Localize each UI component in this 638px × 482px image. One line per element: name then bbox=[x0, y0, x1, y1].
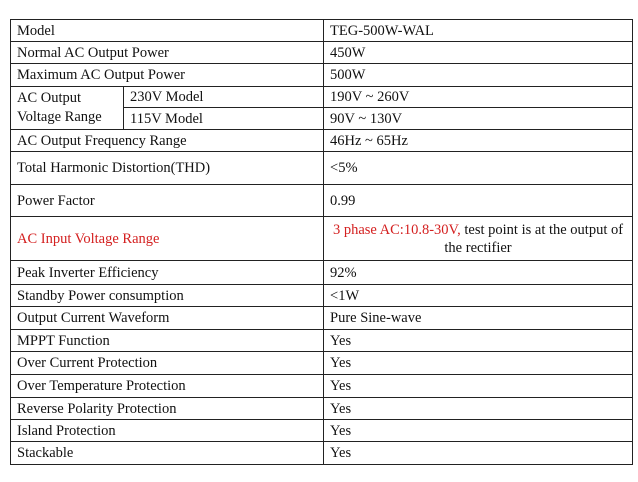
row-value: Yes bbox=[324, 375, 633, 398]
table-row bbox=[11, 307, 633, 330]
row-value: 90V ~ 130V bbox=[324, 108, 633, 130]
row-label: 115V Model bbox=[124, 108, 324, 130]
row-label: Peak Inverter Efficiency bbox=[11, 261, 324, 285]
row-label: MPPT Function bbox=[11, 330, 324, 352]
row-label: Maximum AC Output Power bbox=[11, 64, 324, 87]
table-row bbox=[11, 375, 633, 398]
row-value: 92% bbox=[324, 261, 633, 285]
table-row bbox=[11, 42, 633, 64]
row-label: Stackable bbox=[11, 442, 324, 465]
row-label: Output Current Waveform bbox=[11, 307, 324, 330]
row-label: AC Output Frequency Range bbox=[11, 130, 324, 152]
table-row bbox=[11, 20, 633, 42]
table-row bbox=[11, 217, 633, 261]
row-value bbox=[324, 217, 633, 261]
table-row bbox=[11, 330, 633, 352]
row-value: Yes bbox=[324, 420, 633, 442]
row-value: Pure Sine-wave bbox=[324, 307, 633, 330]
row-value: 46Hz ~ 65Hz bbox=[324, 130, 633, 152]
row-label: Reverse Polarity Protection bbox=[11, 398, 324, 420]
row-label: Over Current Protection bbox=[11, 352, 324, 375]
table-row bbox=[11, 261, 633, 285]
row-label: Island Protection bbox=[11, 420, 324, 442]
row-value: TEG-500W-WAL bbox=[324, 20, 633, 42]
row-label: Over Temperature Protection bbox=[11, 375, 324, 398]
table-row bbox=[11, 185, 633, 217]
row-label: 230V Model bbox=[124, 87, 324, 108]
row-value: Yes bbox=[324, 398, 633, 420]
table-row bbox=[11, 152, 633, 185]
row-label: Total Harmonic Distortion(THD) bbox=[11, 152, 324, 185]
row-label: Model bbox=[11, 20, 324, 42]
row-value: <5% bbox=[324, 152, 633, 185]
value-highlight: 3 phase AC:10.8-30V, bbox=[332, 221, 461, 238]
table-row bbox=[11, 285, 633, 307]
row-label: Standby Power consumption bbox=[11, 285, 324, 307]
table-row bbox=[11, 442, 633, 465]
group-label: AC Output Voltage Range bbox=[11, 87, 124, 130]
table-row bbox=[11, 420, 633, 442]
row-label: Power Factor bbox=[11, 185, 324, 217]
row-label: Normal AC Output Power bbox=[11, 42, 324, 64]
table-row bbox=[11, 352, 633, 375]
row-value: 500W bbox=[324, 64, 633, 87]
row-value: 450W bbox=[324, 42, 633, 64]
spec-table bbox=[10, 19, 633, 465]
table-row bbox=[11, 87, 633, 108]
table-row bbox=[11, 64, 633, 87]
row-value: Yes bbox=[324, 330, 633, 352]
row-value: Yes bbox=[324, 442, 633, 465]
row-value: 190V ~ 260V bbox=[324, 87, 633, 108]
row-label: AC Input Voltage Range bbox=[11, 217, 324, 261]
row-value: <1W bbox=[324, 285, 633, 307]
value-rest: test point is at the output of the rectifier bbox=[444, 221, 624, 256]
table-row bbox=[11, 398, 633, 420]
table-row bbox=[11, 130, 633, 152]
row-value: Yes bbox=[324, 352, 633, 375]
row-value: 0.99 bbox=[324, 185, 633, 217]
